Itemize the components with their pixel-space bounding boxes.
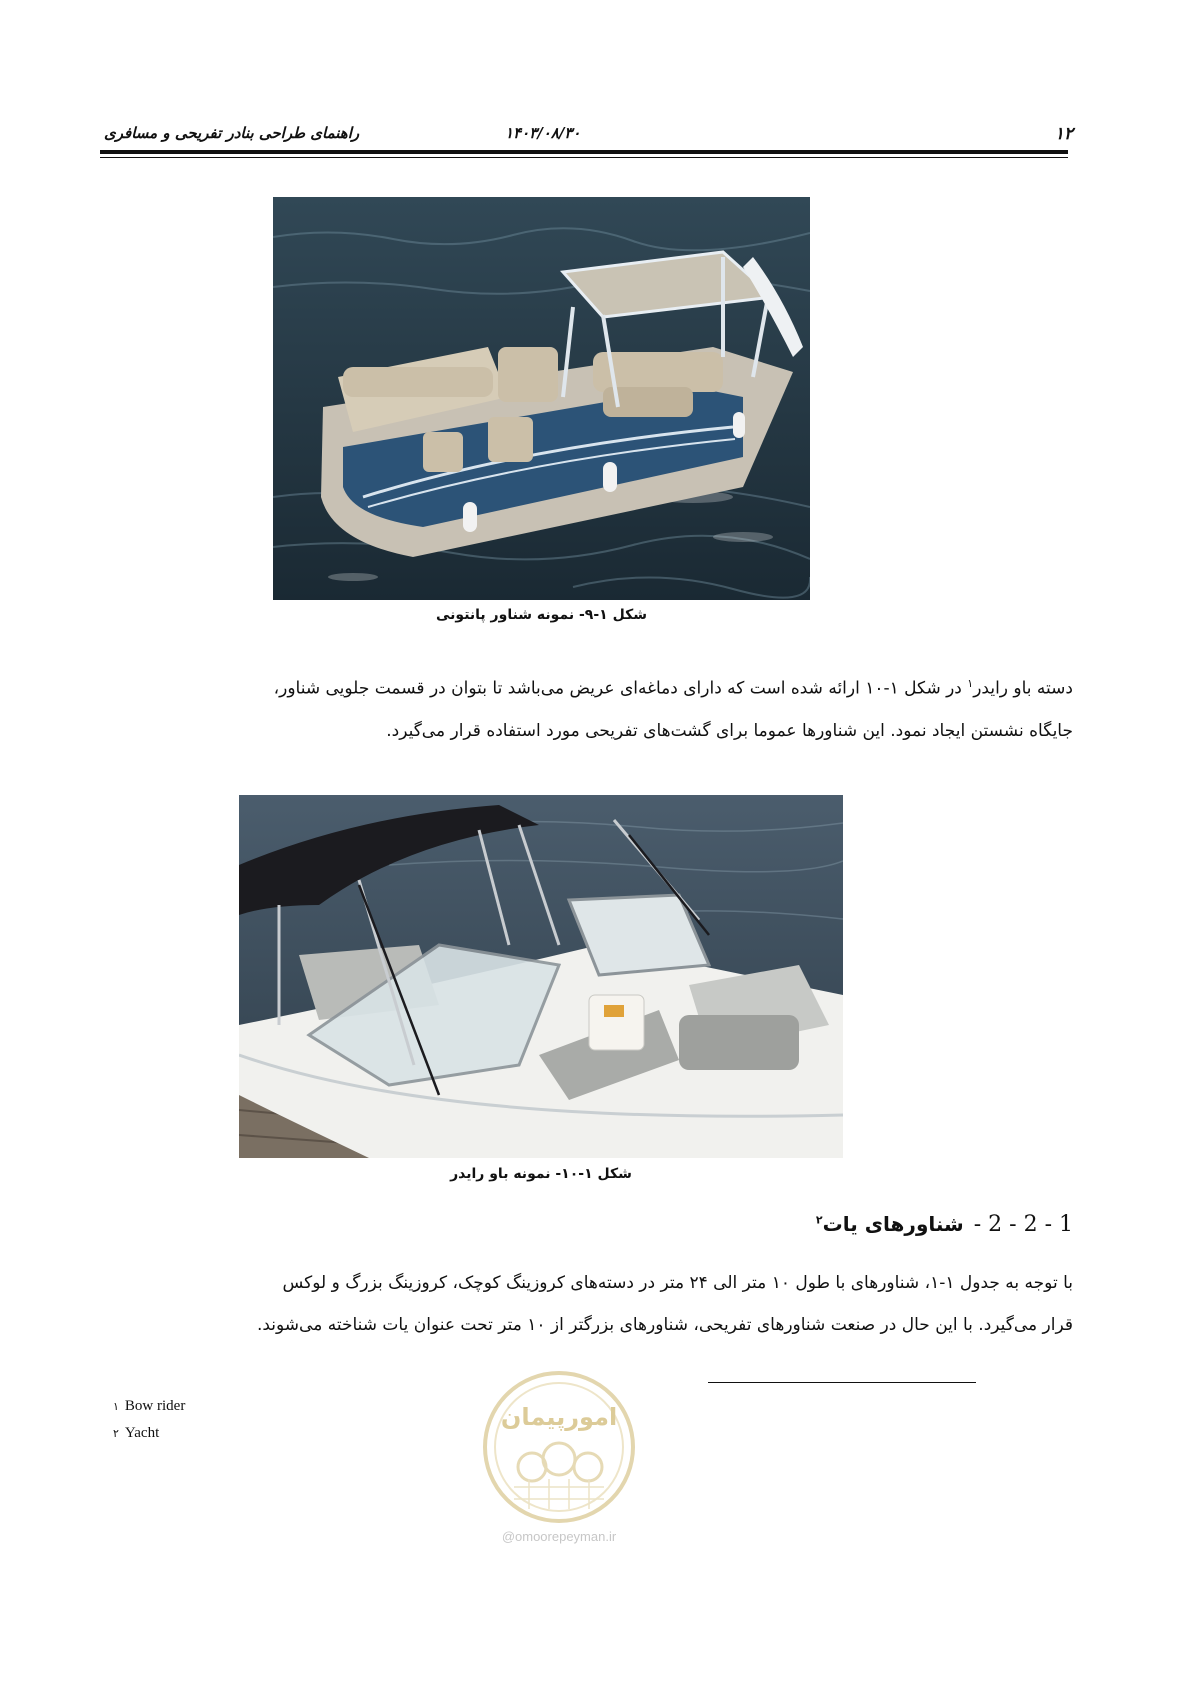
footnote-1 xyxy=(113,1398,185,1415)
text-span: دسته باو رایدر xyxy=(973,678,1073,699)
footnote-text: Bow rider xyxy=(124,1398,186,1414)
watermark-logo-text: امورپیمان xyxy=(500,1403,618,1431)
figure-caption-1: شکل ۱-۹- نمونه شناور پانتونی xyxy=(436,607,647,623)
figure-pontoon-boat xyxy=(273,197,810,600)
text-span: در شکل ۱-۱۰ ارائه شده است که دارای دماغه‌ای عریض می‌باشد تا بتوان در قسمت جلویی شناور، xyxy=(273,678,968,699)
section-heading xyxy=(816,1212,1073,1237)
paragraph-yacht xyxy=(125,1262,1073,1346)
footnote-mark: ۱ xyxy=(113,1400,119,1413)
section-title: شناورهای یات xyxy=(822,1212,964,1236)
watermark-logo xyxy=(474,1367,644,1547)
footnote-2 xyxy=(113,1425,159,1442)
footnote-text: Yacht xyxy=(124,1425,160,1441)
section-number: 1 - 2 - 2 - xyxy=(973,1212,1073,1237)
paragraph-line xyxy=(125,663,1073,710)
header-title: راهنمای طراحی بنادر تفریحی و مسافری xyxy=(104,124,360,142)
paragraph-line: قرار می‌گیرد. با این حال در صنعت شناورهای تفریحی، شناورهای بزرگتر از ۱۰ متر تحت عنوان یات شناخته می‌شوند. xyxy=(256,1315,1073,1335)
bow-rider-photo xyxy=(239,795,843,1158)
watermark-seal-icon xyxy=(474,1367,644,1527)
paragraph-line: جایگاه نشستن ایجاد نمود. این شناورها عموما برای گشت‌های تفریحی مورد استفاده قرار می‌گیرد. xyxy=(386,720,1073,741)
footnote-ref-2: ۲ xyxy=(815,1213,823,1227)
pontoon-boat-photo xyxy=(273,197,810,600)
footnote-separator xyxy=(708,1382,976,1383)
header-rule-thin xyxy=(100,157,1068,158)
watermark-url: @omoorepeyman.ir xyxy=(501,1529,617,1544)
figure-caption-2: شکل ۱-۱۰- نمونه باو رایدر xyxy=(450,1166,632,1182)
page-number: ۱۲ xyxy=(1054,124,1073,144)
footnote-ref-1: ۱ xyxy=(967,677,974,690)
paragraph-bow-rider xyxy=(125,663,1073,752)
paragraph-line: با توجه به جدول ۱-۱، شناورهای با طول ۱۰ متر الی ۲۴ متر در دسته‌های کروزینگ کوچک، کروزینگ بزرگ و لوکس xyxy=(282,1273,1073,1293)
figure-bow-rider xyxy=(239,795,843,1158)
header-rule-thick xyxy=(100,150,1068,154)
footnote-mark: ۲ xyxy=(113,1427,119,1440)
header-date: ۱۴۰۳/۰۸/۳۰ xyxy=(505,124,581,142)
